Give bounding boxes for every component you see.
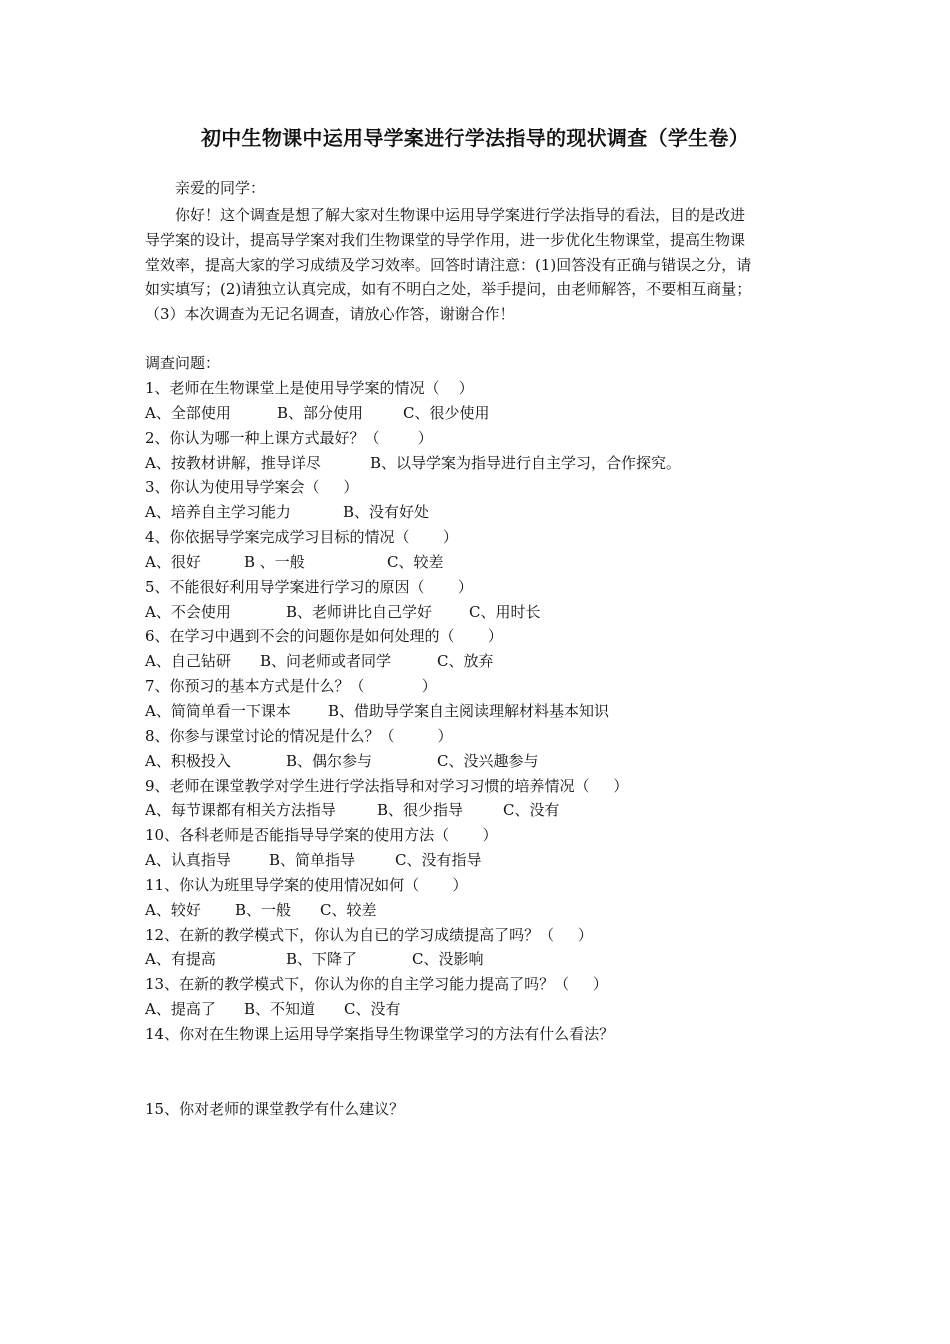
question-text: 2、你认为哪一种上课方式最好？（ ） [145, 428, 433, 447]
intro-line: 堂效率，提高大家的学习成绩及学习效率。回答时请注意：(1)回答没有正确与错误之分，请 [145, 255, 752, 274]
question-options [145, 848, 825, 873]
option: B、老师讲比自己学好 [286, 602, 433, 621]
questions-header: 调查问题： [145, 354, 221, 372]
option: B 、一般 [244, 552, 305, 571]
option: A、全部使用 [145, 403, 231, 422]
option: C、没有 [344, 1000, 401, 1019]
intro-line: 如实填写；(2)请独立认真完成，如有不明白之处，举手提问，由老师解答，不要相互商量； [145, 280, 752, 299]
option: A、自己钻研 [145, 652, 231, 671]
question-text: 13、在新的教学模式下，你认为你的自主学习能力提高了吗？（ ） [145, 975, 608, 994]
option: B、以导学案为指导进行自主学习，合作探究。 [370, 453, 682, 472]
option: B、一般 [235, 900, 292, 919]
option: C、没影响 [412, 950, 484, 969]
question-text: 6、在学习中遇到不会的问题你是如何处理的（ ） [145, 627, 503, 646]
option: A、提高了 [145, 1000, 216, 1019]
option: C、较差 [387, 552, 444, 571]
question-text: 3、你认为使用导学案会（ ） [145, 478, 359, 497]
question-text: 8、你参与课堂讨论的情况是什么？（ ） [145, 726, 453, 745]
option: B、不知道 [244, 1000, 316, 1019]
question-options [145, 500, 825, 525]
question-options [145, 997, 825, 1022]
intro-line: 你好！这个调查是想了解大家对生物课中运用导学案进行学法指导的看法，目的是改进 [175, 206, 746, 224]
question-text: 12、在新的教学模式下，你认为自已的学习成绩提高了吗？（ ） [145, 925, 593, 944]
option: C、很少使用 [403, 403, 490, 422]
option: C、没有 [503, 801, 560, 820]
option: C、较差 [320, 900, 377, 919]
question-text: 14、你对在生物课上运用导学案指导生物课堂学习的方法有什么看法？ [145, 1024, 615, 1043]
question-options [145, 550, 825, 575]
question-text: 15、你对老师的课堂教学有什么建议？ [145, 1100, 405, 1118]
option: A、每节课都有相关方法指导 [145, 801, 336, 820]
question-text: 1、老师在生物课堂上是使用导学案的情况（ ） [145, 379, 474, 397]
question-text: 10、各科老师是否能指导导学案的使用方法（ ） [145, 826, 498, 845]
option: A、较好 [145, 900, 201, 919]
question-text: 4、你依据导学案完成学习目标的情况（ ） [145, 528, 458, 547]
option: C、没兴趣参与 [437, 751, 539, 770]
option: C、放弃 [437, 652, 494, 671]
option: A、培养自主学习能力 [145, 503, 291, 522]
question-text: 11、你认为班里导学案的使用情况如何（ ） [145, 875, 468, 894]
question-options [145, 947, 825, 972]
question-text: 9、老师在课堂教学对学生进行学法指导和对学习习惯的培养情况（ ） [145, 776, 629, 795]
greeting: 亲爱的同学： [175, 179, 266, 197]
option: B、简单指导 [269, 851, 356, 870]
document-title: 初中生物课中运用导学案进行学法指导的现状调查（学生卷） [200, 126, 750, 150]
option: A、按教材讲解，推导详尽 [145, 453, 321, 472]
question-options [145, 649, 825, 674]
option: A、积极投入 [145, 751, 231, 770]
option: C、用时长 [469, 602, 541, 621]
option: C、没有指导 [395, 851, 482, 870]
question-options [145, 401, 825, 426]
questions-list [145, 376, 825, 1047]
question-text: 7、你预习的基本方式是什么？（ ） [145, 677, 437, 696]
option: A、简简单看一下课本 [145, 701, 291, 720]
option: B、偶尔参与 [286, 751, 373, 770]
option: A、有提高 [145, 950, 216, 969]
option: A、认真指导 [145, 851, 231, 870]
option: B、很少指导 [377, 801, 464, 820]
question-options [145, 898, 825, 923]
option: B、部分使用 [277, 403, 364, 422]
option: B、下降了 [286, 950, 358, 969]
option: B、借助导学案自主阅读理解材料基本知识 [328, 701, 610, 720]
option: A、不会使用 [145, 602, 231, 621]
intro-paragraph [145, 203, 815, 327]
question-options [145, 451, 825, 476]
question-options [145, 600, 825, 625]
question-options [145, 699, 825, 724]
intro-line: （3）本次调查为无记名调查，请放心作答，谢谢合作！ [145, 305, 515, 324]
option: B、问老师或者同学 [260, 652, 392, 671]
option: B、没有好处 [343, 503, 430, 522]
question-options [145, 749, 825, 774]
intro-line: 导学案的设计，提高导学案对我们生物课堂的导学作用，进一步优化生物课堂，提高生物课 [145, 230, 746, 249]
question-options [145, 798, 825, 823]
question-text: 5、不能很好利用导学案进行学习的原因（ ） [145, 577, 473, 596]
option: A、很好 [145, 552, 201, 571]
